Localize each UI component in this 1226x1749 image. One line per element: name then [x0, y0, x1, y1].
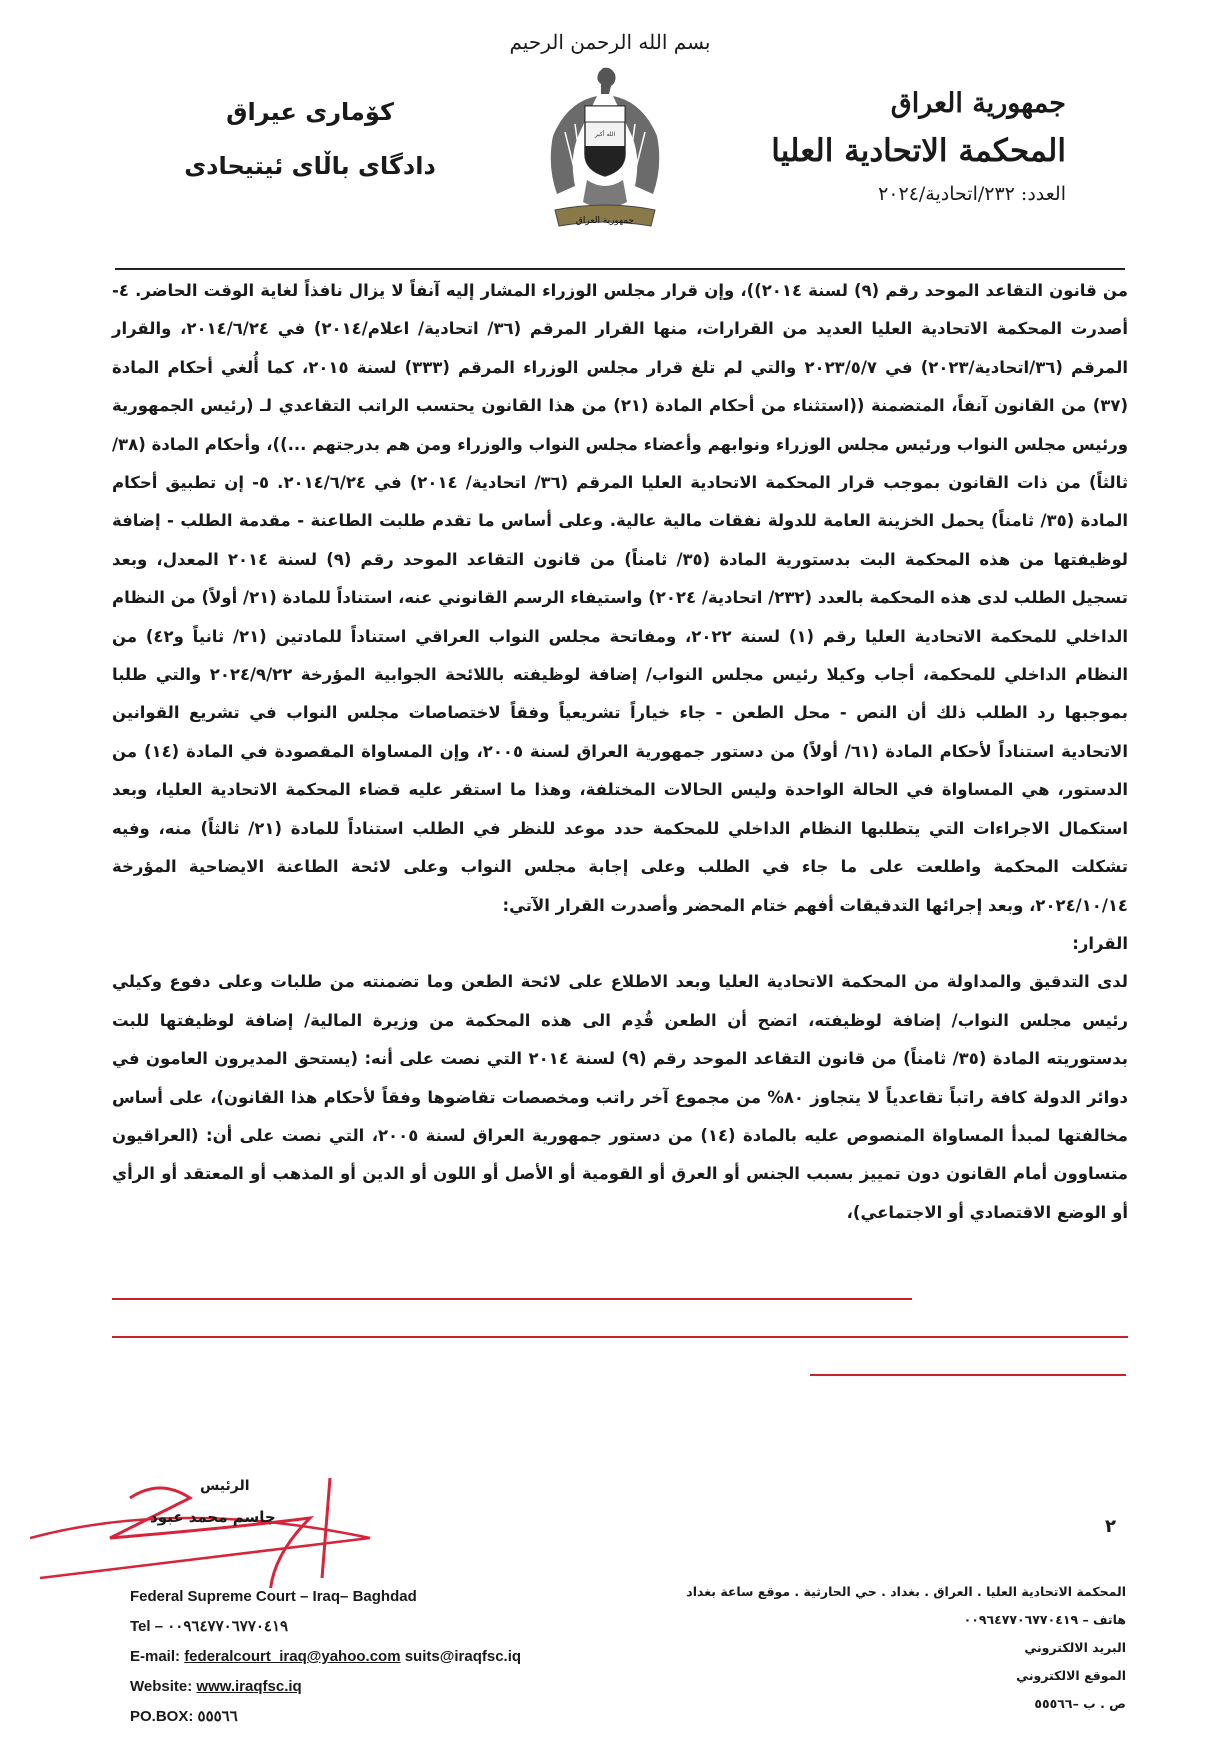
footer-email-line [130, 1642, 521, 1672]
website-label: Website: [130, 1678, 197, 1695]
red-underline-2 [112, 1336, 1128, 1338]
footer-website-line [130, 1672, 521, 1702]
email-label: E-mail: [130, 1648, 185, 1665]
footer-phone: Tel – ٠٠٩٦٤٧٧٠٦٧٧٠٤١٩ [130, 1618, 289, 1635]
footer-pobox: PO.BOX: ٥٥٥٦٦ [130, 1708, 238, 1725]
header-divider [115, 268, 1125, 270]
footer-contact-en [130, 1582, 521, 1732]
footer-ar-address: المحكمة الاتحادية العليا . العراق . بغداد . حي الحارثية . موقع ساعة بغداد [686, 1584, 1126, 1599]
body-paragraph-1: من قانون التقاعد الموحد رقم (٩) لسنة ٢٠١٤))، وإن قرار مجلس الوزراء المشار إليه آنفاً لا يزال نافذاً لغاية الوقت الحاضر. ٤- أصدرت المحكمة الاتحادية العليا العديد من القرارات، منها القرار المرقم (٣٦/ اتحادية/ اعلام/٢٠١٤) في ٢٠١٤/٦/٢٤، والقرار المرقم (٣٦/اتحادية/٢٠٢٣) في ٢٠٢٣/٥/٧ والتي لم تلغ قرار مجلس الوزراء المرقم (٣٣٣) لسنة ٢٠١٥، كما أُلغي أحكام المادة (٣٧) من القانون آنفاً، المتضمنة ((استثناء من أحكام المادة (٢١) من هذا القانون يحتسب الراتب التقاعدي لـ (رئيس الجمهورية ورئيس مجلس النواب ورئيس مجلس الوزراء ونوابهم وأعضاء مجلس النواب والوزراء ومن هم بدرجتهم ...))، وأحكام المادة (٣٨/ ثالثاً) من ذات القانون بموجب قرار المحكمة الاتحادية العليا المرقم (٣٦/ اتحادية/ ٢٠١٤) في ٢٠١٤/٦/٢٤. ٥- إن تطبيق أحكام المادة (٣٥/ ثامناً) يحمل الخزينة العامة للدولة نفقات مالية عالية. وعلى أساس ما تقدم طلبت الطاعنة - مقدمة الطلب - إضافة لوظيفتها من هذه المحكمة البت بدستورية المادة (٣٥/ ثامناً) من قانون التقاعد الموحد رقم (٩) لسنة ٢٠١٤ المعدل، وبعد تسجيل الطلب لدى هذه المحكمة بالعدد (٢٣٢/ اتحادية/ ٢٠٢٤) واستيفاء الرسم القانوني عنه، استناداً للمادة (٢١/ أولاً) من النظام الداخلي للمحكمة الاتحادية العليا رقم (١) لسنة ٢٠٢٢، ومفاتحة مجلس النواب العراقي استناداً للمادتين (٢١/ ثانياً و٤٢) من النظام الداخلي للمحكمة، أجاب وكيلا رئيس مجلس النواب/ إضافة لوظيفته باللائحة الجوابية المؤرخة ٢٠٢٤/٩/٢٢ والتي طلبا بموجبها رد الطلب ذلك أن النص - محل الطعن - جاء خياراً تشريعياً وفقاً لاختصاصات مجلس النواب في تشريع القوانين الاتحادية استناداً لأحكام المادة (٦١/ أولاً) من دستور جمهورية العراق لسنة ٢٠٠٥، وإن المساواة المقصودة في المادة (١٤) من الدستور، هي المساواة في الحالة الواحدة وليس الحالات المختلفة، وهذا ما استقر عليه قضاء المحكمة الاتحادية العليا، وبعد استكمال الاجراءات التي يتطلبها النظام الداخلي للمحكمة حدد موعد للنظر في الطلب استناداً للمادة (٢١/ ثالثاً) منه، وفيه تشكلت المحكمة واطلعت على ما جاء في الطلب وعلى إجابة مجلس النواب وعلى لائحة الطاعنة الايضاحية المؤرخة ٢٠٢٤/١٠/١٤، وبعد إجرائها التدقيقات أفهم ختام المحضر وأصدرت القرار الآتي: [112, 281, 1129, 915]
header-right [771, 88, 1066, 205]
email-link-2[interactable]: suits@iraqfsc.iq [404, 1648, 522, 1665]
emblem-flag-text: الله أكبر [594, 131, 616, 138]
footer-ar-pobox: ص . ب –٥٥٥٦٦ [1034, 1696, 1126, 1711]
decision-label: القرار: [1072, 933, 1128, 953]
email-link-1[interactable]: federalcourt_iraq@yahoo.com [184, 1648, 401, 1665]
bismillah: بسم الله الرحمن الرحيم [509, 30, 711, 54]
country-name: جمهورية العراق [890, 88, 1066, 119]
country-name-kurdish: کۆماری عیراق [226, 98, 394, 126]
red-underline-1 [112, 1298, 912, 1300]
red-underline-3 [810, 1374, 1126, 1376]
emblem-scroll-text: جمهورية العراق [575, 216, 635, 226]
signature-title: الرئيس [200, 1478, 250, 1494]
document-number: العدد: ٢٣٢/اتحادية/٢٠٢٤ [878, 183, 1066, 205]
footer-ar-email: البريد الالكتروني [1024, 1640, 1126, 1655]
header-left [180, 98, 440, 180]
website-link[interactable]: www.iraqfsc.iq [196, 1678, 302, 1695]
court-name-kurdish: دادگای باڵای ئیتیحادی [184, 152, 436, 180]
document-body [112, 272, 1128, 1232]
footer-contact-ar [686, 1578, 1126, 1718]
page-number: ٢ [1105, 1516, 1116, 1537]
court-name: المحكمة الاتحادية العليا [771, 133, 1066, 169]
iraq-eagle-emblem [545, 62, 665, 242]
footer-court-address: Federal Supreme Court – Iraq– Baghdad [130, 1588, 417, 1605]
body-paragraph-2: لدى التدقيق والمداولة من المحكمة الاتحادية العليا وبعد الاطلاع على لائحة الطعن وما تضمنته من طلبات وعلى دفوع وكيلي رئيس مجلس النواب/ إضافة لوظيفته، اتضح أن الطعن قُدِم الى هذه المحكمة من وزيرة المالية/ إضافة لوظيفتها للبت بدستوريته المادة (٣٥/ ثامناً) من قانون التقاعد الموحد رقم (٩) لسنة ٢٠١٤ التي نصت على أنه: (يستحق المديرون العامون في دوائر الدولة كافة راتباً تقاعدياً لا يتجاوز ٨٠% من مجموع آخر راتب ومخصصات تقاضوها وفقاً لأحكام هذا القانون)، على أساس مخالفتها لمبدأ المساواة المنصوص عليه بالمادة (١٤) من دستور جمهورية العراق لسنة ٢٠٠٥، التي نصت على أن: (العراقيون متساوون أمام القانون دون تمييز بسبب الجنس أو العرق أو القومية أو الأصل أو اللون أو الدين أو المذهب أو المعتقد أو الرأي أو الوضع الاقتصادي أو الاجتماعي)، [112, 972, 1129, 1222]
footer-ar-phone: هاتف – ٠٠٩٦٤٧٧٠٦٧٧٠٤١٩ [963, 1612, 1126, 1627]
footer-ar-website: الموقع الالكتروني [1016, 1668, 1126, 1683]
signature-name: جاسم محمد عبود [150, 1508, 276, 1526]
